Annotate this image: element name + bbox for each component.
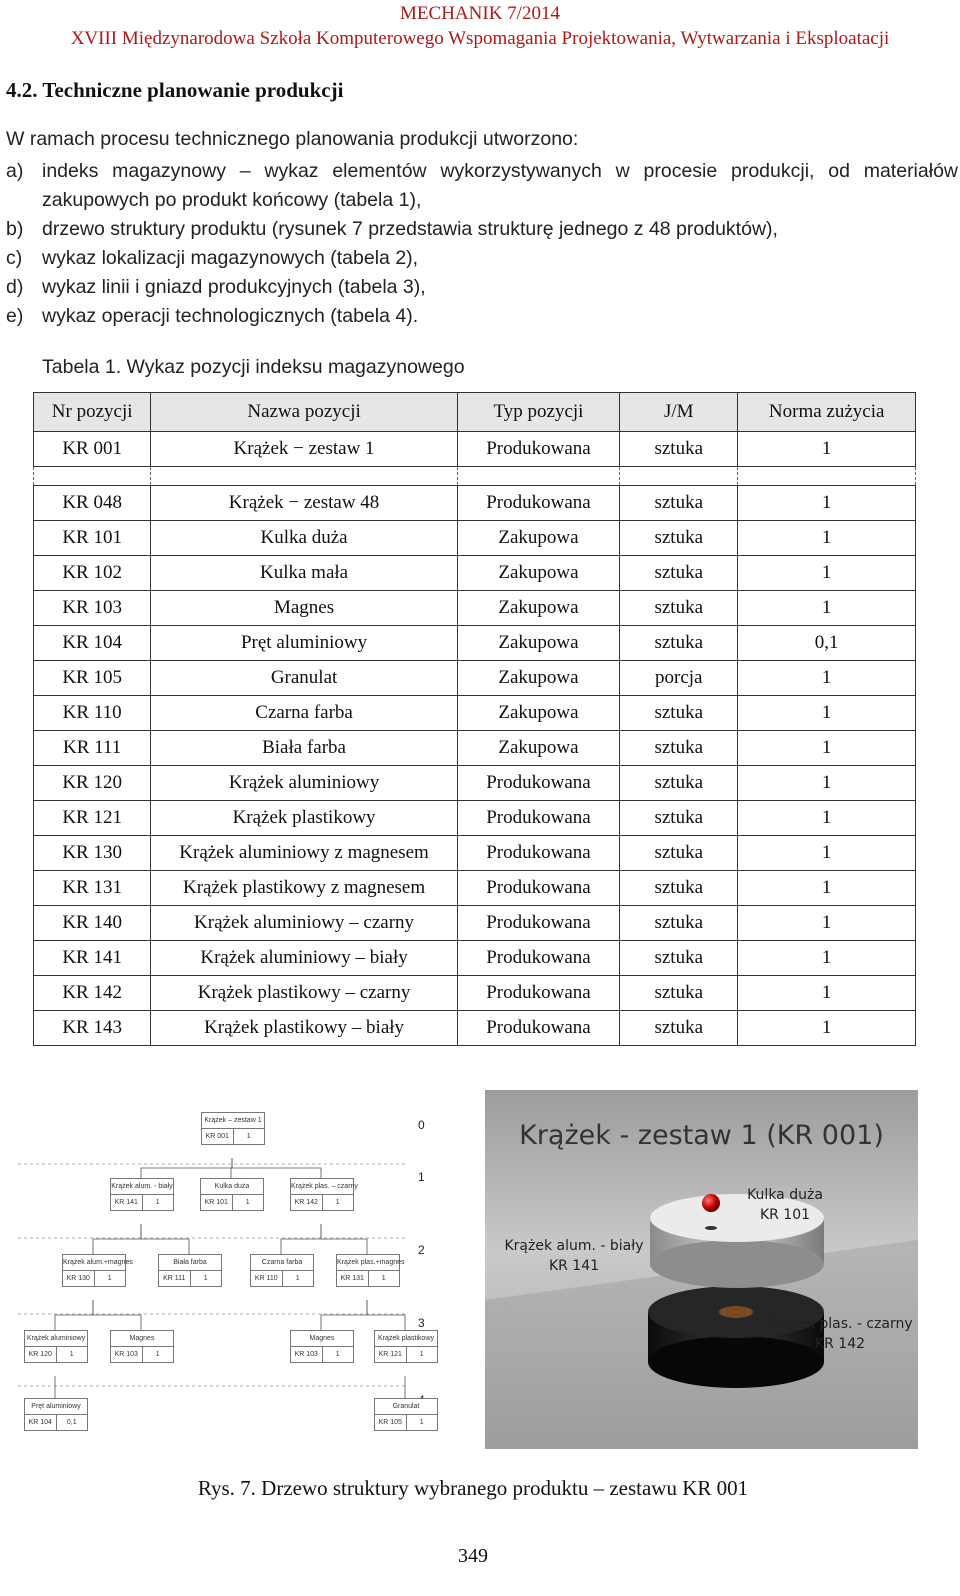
node-name: Czarna farba [251,1255,313,1271]
table-row [34,1011,916,1046]
tree-link [321,1300,367,1330]
table-cell: sztuka [620,976,738,1011]
table-cell: Kulka mała [151,556,458,591]
table-cell: Produkowana [457,976,619,1011]
node-detail [63,1271,125,1286]
table-cell: KR 130 [34,836,151,871]
photo-label-alum [499,1236,649,1276]
table-cell: 1 [738,1011,916,1046]
gap-cell [34,467,151,486]
table-cell: KR 143 [34,1011,151,1046]
product-structure-tree [18,1108,458,1450]
table-cell: 1 [738,591,916,626]
list-text: drzewo struktury produktu (rysunek 7 przedstawia strukturę jednego z 48 produktów), [42,218,778,240]
table-cell: KR 102 [34,556,151,591]
table-cell: Krążek plastikowy – biały [151,1011,458,1046]
column-header: Norma zużycia [738,393,916,432]
node-code: KR 120 [25,1347,57,1362]
node-code: KR 111 [159,1271,191,1286]
node-qty: 1 [203,1275,208,1282]
table-cell: Krążek − zestaw 1 [151,432,458,467]
table-cell: KR 131 [34,871,151,906]
table-cell: porcja [620,661,738,696]
table-cell: 1 [738,696,916,731]
tree-node [24,1330,88,1363]
table-row [34,941,916,976]
node-detail [111,1195,173,1210]
table-cell: sztuka [620,626,738,661]
label-text: Kulka duża [747,1187,823,1203]
table-row [34,661,916,696]
node-qty: 1 [295,1275,300,1282]
list-marker: e) [6,305,24,327]
node-qty: 1 [381,1275,386,1282]
table-cell: 1 [738,521,916,556]
node-detail [201,1195,263,1210]
photo-label-ball [725,1185,845,1225]
tree-node [250,1254,314,1287]
table-cell: Krążek aluminiowy – czarny [151,906,458,941]
list-item [6,157,958,215]
table-cell: sztuka [620,696,738,731]
table-cell: KR 104 [34,626,151,661]
table-cell: Krążek plastikowy – czarny [151,976,458,1011]
product-photo [485,1090,918,1449]
table-cell: Krążek aluminiowy [151,766,458,801]
node-detail [291,1347,353,1362]
node-detail [337,1271,399,1286]
table-cell: KR 142 [34,976,151,1011]
table-cell: sztuka [620,521,738,556]
node-qty: 1 [335,1351,340,1358]
table-cell: sztuka [620,801,738,836]
table-row [34,696,916,731]
list-marker: b) [6,218,24,240]
node-qty: 1 [419,1351,424,1358]
level-number: 0 [418,1118,425,1132]
node-qty: 1 [419,1419,424,1426]
node-code: KR 110 [251,1271,283,1286]
node-detail [202,1129,264,1144]
table-cell: Kulka duża [151,521,458,556]
table-cell: Magnes [151,591,458,626]
level-number: 2 [418,1243,425,1257]
table-cell: KR 001 [34,432,151,467]
conference-title: XVIII Międzynarodowa Szkoła Komputerowego Wspomagania Projektowania, Wytwarzania i Eksploatacji [70,28,890,49]
gap-cell [620,467,738,486]
node-name: Krążek plastikowy [375,1331,437,1347]
ball-icon [702,1194,720,1212]
table-cell: 1 [738,432,916,467]
table-cell: Produkowana [457,941,619,976]
inventory-index-table [33,392,916,1046]
table-cell: Pręt aluminiowy [151,626,458,661]
node-code: KR 121 [375,1347,407,1362]
label-text: Krążek alum. - biały [504,1238,644,1254]
node-detail [251,1271,313,1286]
table-row [34,801,916,836]
node-name: Granulat [375,1399,437,1415]
table-row [34,591,916,626]
table-cell: Produkowana [457,486,619,521]
table-cell: Granulat [151,661,458,696]
node-name: Magnes [291,1331,353,1347]
column-header: J/M [620,393,738,432]
tree-node [24,1398,88,1431]
node-code: KR 103 [111,1347,143,1362]
column-header: Typ pozycji [457,393,619,432]
node-code: KR 142 [291,1195,323,1210]
node-name: Krążek aluminiowy [25,1331,87,1347]
column-header: Nr pozycji [34,393,151,432]
tree-node [110,1178,174,1211]
node-qty: 1 [246,1133,251,1140]
tree-node [374,1330,438,1363]
tree-node [200,1178,264,1211]
gap-cell [151,467,458,486]
table-cell: 1 [738,836,916,871]
table-cell: Zakupowa [457,661,619,696]
node-code: KR 141 [111,1195,143,1210]
table-cell: Produkowana [457,906,619,941]
table-cell: Produkowana [457,836,619,871]
table-cell: 1 [738,556,916,591]
node-name: Pręt aluminiowy [25,1399,87,1415]
node-qty: 1 [245,1199,250,1206]
tree-node [158,1254,222,1287]
node-code: KR 104 [25,1415,57,1430]
table-cell: 1 [738,906,916,941]
table-cell: Produkowana [457,432,619,467]
node-qty: 1 [155,1199,160,1206]
table-row [34,766,916,801]
tree-node [374,1398,438,1431]
node-name: Krążek alum. - biały [111,1179,173,1195]
tree-link [141,1158,232,1178]
label-text: Krążek plas. - czarny [767,1316,913,1332]
list-item [6,273,958,302]
tree-link [281,1224,321,1254]
table-cell: KR 120 [34,766,151,801]
tree-link [367,1300,405,1330]
list-text: indeks magazynowy – wykaz elementów wykorzystywanych w procesie produkcji, od materiałów zakupowych po produkt końcowy (tabela 1), [42,160,958,211]
node-name: Biała farba [159,1255,221,1271]
table-cell: 1 [738,486,916,521]
table-cell: Zakupowa [457,696,619,731]
table-cell: Produkowana [457,871,619,906]
table-cell: Biała farba [151,731,458,766]
table-cell: sztuka [620,591,738,626]
table-cell: Czarna farba [151,696,458,731]
table-cell: 1 [738,661,916,696]
node-detail [159,1271,221,1286]
table-cell: KR 110 [34,696,151,731]
tree-link [232,1158,321,1178]
tree-link [321,1224,367,1254]
list-marker: c) [6,247,23,269]
column-header: Nazwa pozycji [151,393,458,432]
node-detail [375,1415,437,1430]
tree-node [110,1330,174,1363]
level-number: 1 [418,1170,425,1184]
table-cell: 1 [738,941,916,976]
tree-link [93,1300,141,1330]
table-cell: Produkowana [457,1011,619,1046]
level-number: 3 [418,1316,425,1330]
node-detail [291,1195,353,1210]
gap-cell [457,467,619,486]
table-cell: Zakupowa [457,556,619,591]
node-qty: 1 [107,1275,112,1282]
table-cell: KR 103 [34,591,151,626]
table-cell: Zakupowa [457,626,619,661]
table-cell: sztuka [620,731,738,766]
photo-label-plas [765,1314,915,1354]
node-name: Krążek plas. – czarny [291,1179,353,1195]
table-cell: Krążek aluminiowy z magnesem [151,836,458,871]
ball-shadow [705,1226,717,1230]
table-cell: KR 111 [34,731,151,766]
node-code: KR 105 [375,1415,407,1430]
section-heading: 4.2. Techniczne planowanie produkcji [6,78,344,102]
table-cell: Krążek plastikowy z magnesem [151,871,458,906]
table-cell: KR 048 [34,486,151,521]
table-cell: KR 105 [34,661,151,696]
intro-paragraph: W ramach procesu technicznego planowania produkcji utworzono: [6,128,579,150]
tree-node [336,1254,405,1287]
node-name: Krążek plas.+magnes [337,1255,399,1271]
table-cell: KR 140 [34,906,151,941]
node-name: Magnes [111,1331,173,1347]
node-detail [375,1347,437,1362]
alum-disc-bottom [650,1240,824,1288]
table-cell: 1 [738,766,916,801]
node-detail [25,1347,87,1362]
journal-title: MECHANIK 7/2014 [400,3,560,24]
table-row [34,871,916,906]
node-qty: 1 [155,1351,160,1358]
table-row [34,836,916,871]
tree-node [62,1254,133,1287]
node-qty: 0,1 [66,1419,77,1426]
table-cell: Krążek aluminiowy – biały [151,941,458,976]
table-cell: sztuka [620,556,738,591]
table-cell: KR 101 [34,521,151,556]
table-cell: sztuka [620,906,738,941]
table-caption: Tabela 1. Wykaz pozycji indeksu magazynowego [42,356,465,378]
table-row [34,432,916,467]
figure-caption: Rys. 7. Drzewo struktury wybranego produktu – zestawu KR 001 [197,1476,749,1500]
table-cell: KR 121 [34,801,151,836]
node-qty: 1 [69,1351,74,1358]
table-cell: Zakupowa [457,521,619,556]
page-number: 349 [458,1545,488,1567]
table-cell: 1 [738,976,916,1011]
list-text: wykaz operacji technologicznych (tabela 4). [42,305,419,327]
table-row [34,906,916,941]
list-marker: a) [6,160,24,182]
node-code: KR 101 [201,1195,233,1210]
tree-link [141,1224,189,1254]
table-cell: Krążek − zestaw 48 [151,486,458,521]
node-name: Kulka duża [201,1179,263,1195]
magnet-insert [719,1306,753,1318]
node-name: Krążek alum.+magnes [63,1255,125,1271]
table-row [34,521,916,556]
list-text: wykaz lokalizacji magazynowych (tabela 2), [42,247,419,269]
list-marker: d) [6,276,24,298]
table-row [34,486,916,521]
table-header-row [34,393,916,432]
table-cell: 1 [738,731,916,766]
node-code: KR 001 [202,1129,234,1144]
node-code: KR 131 [337,1271,369,1286]
table-cell: sztuka [620,941,738,976]
label-code: KR 142 [814,1336,866,1352]
node-code: KR 130 [63,1271,95,1286]
table-cell: sztuka [620,432,738,467]
table-cell: sztuka [620,836,738,871]
list-item [6,302,958,331]
node-code: KR 103 [291,1347,323,1362]
table-cell: Produkowana [457,801,619,836]
table-cell: Produkowana [457,766,619,801]
list-text: wykaz linii i gniazd produkcyjnych (tabela 3), [42,276,426,298]
table-cell: sztuka [620,766,738,801]
table-cell: Krążek plastikowy [151,801,458,836]
table-row [34,731,916,766]
table-cell: KR 141 [34,941,151,976]
table-cell: 1 [738,871,916,906]
tree-node [201,1112,265,1145]
list-item [6,215,958,244]
tree-link [93,1224,141,1254]
node-detail [111,1347,173,1362]
gap-cell [738,467,916,486]
table-cell: sztuka [620,1011,738,1046]
tree-node [290,1178,358,1211]
list-item [6,244,958,273]
tree-node [290,1330,354,1363]
table-cell: 0,1 [738,626,916,661]
table-cell: sztuka [620,871,738,906]
node-name: Krążek – zestaw 1 [202,1113,264,1129]
tree-link [55,1300,93,1330]
table-cell: Zakupowa [457,591,619,626]
node-detail [25,1415,87,1430]
label-code: KR 101 [759,1207,811,1223]
table-cell: 1 [738,801,916,836]
deliverables-list [6,157,958,331]
photo-title: Krążek - zestaw 1 (KR 001) [519,1120,884,1151]
table-cell: sztuka [620,486,738,521]
node-qty: 1 [335,1199,340,1206]
table-row [34,626,916,661]
label-code: KR 141 [548,1258,600,1274]
table-gap-row [34,467,916,486]
table-row [34,976,916,1011]
table-cell: Zakupowa [457,731,619,766]
table-row [34,556,916,591]
